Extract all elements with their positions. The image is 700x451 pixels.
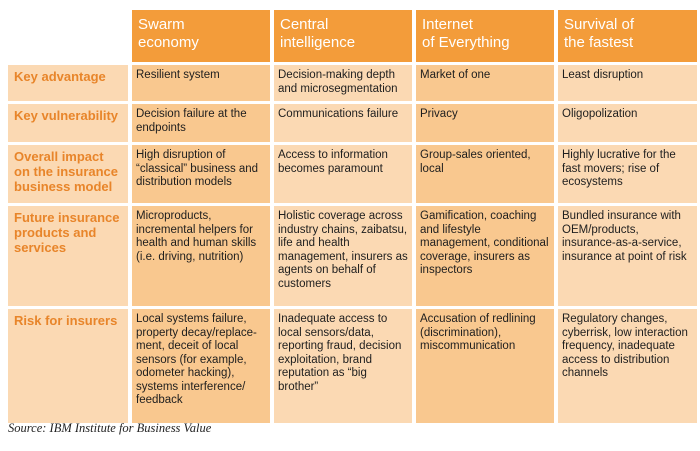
column-header-swarm-economy: Swarm economy (132, 10, 270, 62)
table-cell: Decision failure at the endpoints (132, 104, 270, 142)
table-cell: Bundled insurance with OEM/products, insurance-as-a-service, insurance at point of risk (558, 206, 697, 306)
row-header-risk-for-insurers: Risk for insurers (8, 309, 128, 423)
table-cell: Resilient system (132, 65, 270, 101)
table-cell: Regulatory changes, cyberrisk, low interaction frequency, inadequate access to distribution channels (558, 309, 697, 423)
row-header-key-vulnerability: Key vulnerability (8, 104, 128, 142)
table-cell: Local systems failure, property decay/replace-ment, deceit of local sensors (for example, odometer hacking), systems interference/ feedback (132, 309, 270, 423)
table-cell: Highly lucrative for the fast movers; rise of ecosystems (558, 145, 697, 203)
row-header-key-advantage: Key advantage (8, 65, 128, 101)
table-cell: Decision-making depth and microsegmentation (274, 65, 412, 101)
table-cell: Inadequate access to local sensors/data, reporting fraud, decision exploitation, brand reputation as “big brother” (274, 309, 412, 423)
row-header-overall-impact: Overall impact on the insurance business model (8, 145, 128, 203)
row-header-future-products: Future insurance products and services (8, 206, 128, 306)
table-cell: Microproducts, incremental helpers for health and human skills (i.e. driving, nutrition) (132, 206, 270, 306)
source-note: Source: IBM Institute for Business Value (8, 421, 212, 435)
table-cell: Least disruption (558, 65, 697, 101)
table-cell: Communications failure (274, 104, 412, 142)
column-header-central-intelligence: Central intelligence (274, 10, 412, 62)
table-cell: Access to information becomes paramount (274, 145, 412, 203)
table-cell: Accusation of redlining (discrimination), miscommunication (416, 309, 554, 423)
table-cell: Group-sales oriented, local (416, 145, 554, 203)
column-header-survival-of-the-fastest: Survival of the fastest (558, 10, 697, 62)
table-corner (8, 10, 128, 62)
table-cell: High disruption of “classical” business and distribution models (132, 145, 270, 203)
table-cell: Holistic coverage across industry chains, zaibatsu, life and health management, insurers as agents on behalf of customers (274, 206, 412, 306)
comparison-table (8, 10, 697, 423)
column-header-internet-of-everything: Internet of Everything (416, 10, 554, 62)
table-cell: Privacy (416, 104, 554, 142)
table-cell: Market of one (416, 65, 554, 101)
table-cell: Gamification, coaching and lifestyle management, conditional coverage, insurers as inspectors (416, 206, 554, 306)
table-cell: Oligopolization (558, 104, 697, 142)
